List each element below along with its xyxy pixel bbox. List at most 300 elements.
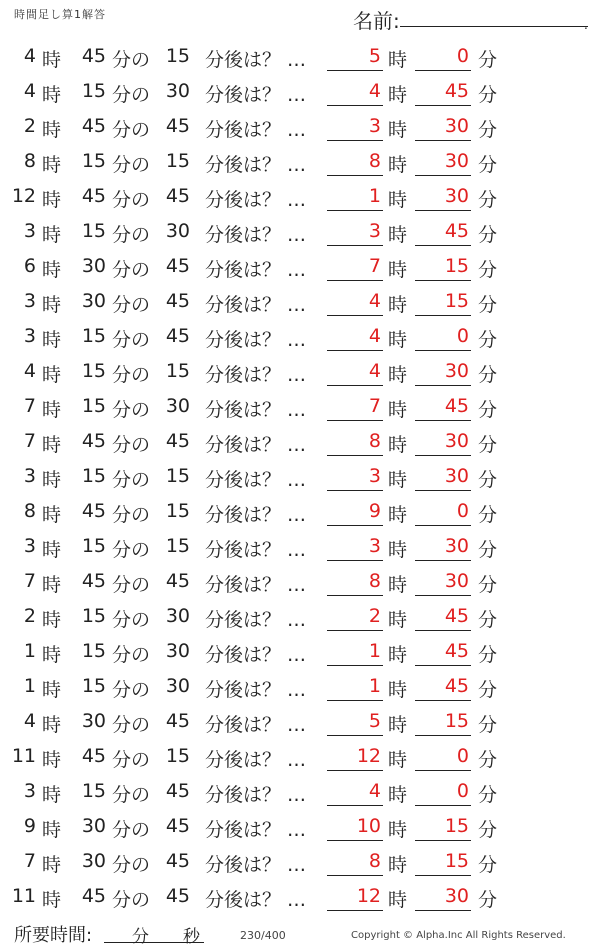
answer-hour-line xyxy=(327,840,383,841)
problem-row xyxy=(0,880,600,915)
question-tail: 分後は？ … xyxy=(205,574,307,596)
answer-hour[interactable]: 1 xyxy=(368,675,381,697)
hour-unit: 時 xyxy=(42,819,62,841)
start-hour: 9 xyxy=(23,815,36,837)
answer-hour-line xyxy=(327,280,383,281)
question-tail: 分後は？ … xyxy=(205,644,307,666)
added-minutes: 15 xyxy=(165,535,190,557)
start-minute: 45 xyxy=(81,500,106,522)
hour-unit: 時 xyxy=(42,119,62,141)
hour-unit: 時 xyxy=(388,49,408,71)
hour-unit: 時 xyxy=(388,749,408,771)
hour-unit: 時 xyxy=(42,854,62,876)
answer-hour-line xyxy=(327,770,383,771)
start-hour: 3 xyxy=(23,325,36,347)
answer-hour-line xyxy=(327,210,383,211)
hour-unit: 時 xyxy=(42,609,62,631)
problem-row xyxy=(0,75,600,110)
added-minutes: 30 xyxy=(165,80,190,102)
question-tail: 分後は？ … xyxy=(205,854,307,876)
problem-list xyxy=(0,40,600,915)
start-minute: 15 xyxy=(81,360,106,382)
minute-unit: 分 xyxy=(478,609,498,631)
start-minute: 45 xyxy=(81,45,106,67)
hour-unit: 時 xyxy=(42,49,62,71)
start-hour: 7 xyxy=(23,570,36,592)
hour-unit: 時 xyxy=(388,119,408,141)
added-minutes: 15 xyxy=(165,500,190,522)
answer-hour-line xyxy=(327,140,383,141)
start-hour: 6 xyxy=(23,255,36,277)
added-minutes: 15 xyxy=(165,360,190,382)
start-hour: 1 xyxy=(23,675,36,697)
hour-unit: 時 xyxy=(42,84,62,106)
problem-row xyxy=(0,110,600,145)
answer-minute-line xyxy=(415,910,471,911)
start-hour: 7 xyxy=(23,850,36,872)
answer-hour[interactable]: 10 xyxy=(356,815,381,837)
answer-minute-line xyxy=(415,420,471,421)
minute-of-unit: 分の xyxy=(112,119,151,141)
answer-hour[interactable]: 1 xyxy=(368,185,381,207)
start-hour: 4 xyxy=(23,80,36,102)
added-minutes: 45 xyxy=(165,325,190,347)
answer-hour-line xyxy=(327,700,383,701)
start-hour: 2 xyxy=(23,115,36,137)
answer-minute-line xyxy=(415,245,471,246)
answer-minute[interactable]: 45 xyxy=(444,675,469,697)
answer-minute-line xyxy=(415,735,471,736)
start-hour: 1 xyxy=(23,640,36,662)
answer-minute[interactable]: 15 xyxy=(444,290,469,312)
start-minute: 15 xyxy=(81,605,106,627)
answer-hour[interactable]: 7 xyxy=(368,395,381,417)
minute-unit: 分 xyxy=(478,714,498,736)
minute-of-unit: 分の xyxy=(112,504,151,526)
question-tail: 分後は？ … xyxy=(205,504,307,526)
added-minutes: 45 xyxy=(165,290,190,312)
answer-hour[interactable]: 7 xyxy=(368,255,381,277)
start-hour: 7 xyxy=(23,430,36,452)
start-minute: 15 xyxy=(81,640,106,662)
question-tail: 分後は？ … xyxy=(205,819,307,841)
minute-of-unit: 分の xyxy=(112,819,151,841)
minute-unit: 分 xyxy=(478,889,498,911)
answer-minute[interactable]: 45 xyxy=(444,640,469,662)
hour-unit: 時 xyxy=(42,714,62,736)
added-minutes: 45 xyxy=(165,850,190,872)
answer-minute[interactable]: 30 xyxy=(444,430,469,452)
answer-minute[interactable]: 0 xyxy=(456,45,469,67)
start-minute: 45 xyxy=(81,430,106,452)
answer-hour[interactable]: 4 xyxy=(368,780,381,802)
minute-unit: 分 xyxy=(478,259,498,281)
answer-minute[interactable]: 45 xyxy=(444,220,469,242)
minute-unit: 分 xyxy=(478,84,498,106)
hour-unit: 時 xyxy=(388,889,408,911)
added-minutes: 30 xyxy=(165,395,190,417)
minute-of-unit: 分の xyxy=(112,749,151,771)
minute-of-unit: 分の xyxy=(112,294,151,316)
name-field-line[interactable] xyxy=(400,26,588,27)
answer-hour-line xyxy=(327,385,383,386)
question-tail: 分後は？ … xyxy=(205,49,307,71)
answer-hour[interactable]: 8 xyxy=(368,430,381,452)
hour-unit: 時 xyxy=(388,644,408,666)
answer-hour-line xyxy=(327,175,383,176)
answer-hour[interactable]: 8 xyxy=(368,150,381,172)
hour-unit: 時 xyxy=(388,469,408,491)
minute-of-unit: 分の xyxy=(112,854,151,876)
start-minute: 15 xyxy=(81,395,106,417)
start-minute: 30 xyxy=(81,815,106,837)
answer-minute[interactable]: 0 xyxy=(456,780,469,802)
question-tail: 分後は？ … xyxy=(205,889,307,911)
start-hour: 4 xyxy=(23,710,36,732)
question-tail: 分後は？ … xyxy=(205,224,307,246)
minute-of-unit: 分の xyxy=(112,399,151,421)
added-minutes: 15 xyxy=(165,45,190,67)
added-minutes: 15 xyxy=(165,150,190,172)
answer-minute-line xyxy=(415,280,471,281)
minute-of-unit: 分の xyxy=(112,49,151,71)
answer-minute-line xyxy=(415,700,471,701)
answer-minute-line xyxy=(415,490,471,491)
question-tail: 分後は？ … xyxy=(205,714,307,736)
minute-of-unit: 分の xyxy=(112,329,151,351)
minute-of-unit: 分の xyxy=(112,434,151,456)
minute-of-unit: 分の xyxy=(112,574,151,596)
answer-hour-line xyxy=(327,630,383,631)
question-tail: 分後は？ … xyxy=(205,84,307,106)
hour-unit: 時 xyxy=(42,644,62,666)
added-minutes: 15 xyxy=(165,745,190,767)
time-minutes-label: 分 xyxy=(132,927,149,947)
answer-hour[interactable]: 4 xyxy=(368,360,381,382)
start-hour: 8 xyxy=(23,500,36,522)
minute-unit: 分 xyxy=(478,574,498,596)
answer-minute[interactable]: 15 xyxy=(444,815,469,837)
minute-unit: 分 xyxy=(478,749,498,771)
minute-of-unit: 分の xyxy=(112,259,151,281)
start-minute: 30 xyxy=(81,290,106,312)
answer-minute-line xyxy=(415,840,471,841)
minute-of-unit: 分の xyxy=(112,679,151,701)
answer-minute-line xyxy=(415,665,471,666)
minute-unit: 分 xyxy=(478,679,498,701)
hour-unit: 時 xyxy=(42,329,62,351)
answer-hour[interactable]: 4 xyxy=(368,325,381,347)
question-tail: 分後は？ … xyxy=(205,154,307,176)
minute-of-unit: 分の xyxy=(112,469,151,491)
minute-of-unit: 分の xyxy=(112,889,151,911)
added-minutes: 45 xyxy=(165,885,190,907)
problem-row xyxy=(0,460,600,495)
problem-row xyxy=(0,600,600,635)
minute-of-unit: 分の xyxy=(112,714,151,736)
problem-row xyxy=(0,530,600,565)
answer-hour-line xyxy=(327,245,383,246)
answer-hour-line xyxy=(327,70,383,71)
start-minute: 45 xyxy=(81,115,106,137)
worksheet-title: 時間足し算1解答 xyxy=(14,8,106,21)
answer-hour[interactable]: 8 xyxy=(368,850,381,872)
minute-unit: 分 xyxy=(478,399,498,421)
hour-unit: 時 xyxy=(388,574,408,596)
problem-row xyxy=(0,355,600,390)
problem-row xyxy=(0,810,600,845)
answer-minute-line xyxy=(415,560,471,561)
answer-hour-line xyxy=(327,875,383,876)
hour-unit: 時 xyxy=(388,714,408,736)
time-seconds-label: 秒 xyxy=(183,927,200,947)
start-minute: 15 xyxy=(81,780,106,802)
answer-minute[interactable]: 30 xyxy=(444,535,469,557)
hour-unit: 時 xyxy=(42,399,62,421)
problem-row xyxy=(0,845,600,880)
answer-hour-line xyxy=(327,595,383,596)
start-minute: 15 xyxy=(81,220,106,242)
answer-hour-line xyxy=(327,105,383,106)
answer-minute[interactable]: 30 xyxy=(444,570,469,592)
answer-minute[interactable]: 15 xyxy=(444,255,469,277)
hour-unit: 時 xyxy=(42,749,62,771)
hour-unit: 時 xyxy=(388,679,408,701)
answer-minute[interactable]: 15 xyxy=(444,850,469,872)
hour-unit: 時 xyxy=(388,609,408,631)
answer-minute-line xyxy=(415,210,471,211)
hour-unit: 時 xyxy=(42,574,62,596)
answer-hour[interactable]: 12 xyxy=(356,745,381,767)
minute-of-unit: 分の xyxy=(112,154,151,176)
start-hour: 4 xyxy=(23,360,36,382)
minute-unit: 分 xyxy=(478,539,498,561)
answer-minute[interactable]: 30 xyxy=(444,465,469,487)
question-tail: 分後は？ … xyxy=(205,259,307,281)
answer-hour-line xyxy=(327,420,383,421)
minute-unit: 分 xyxy=(478,49,498,71)
name-label: 名前: xyxy=(353,9,400,33)
answer-minute[interactable]: 30 xyxy=(444,115,469,137)
minute-unit: 分 xyxy=(478,504,498,526)
hour-unit: 時 xyxy=(388,539,408,561)
question-tail: 分後は？ … xyxy=(205,119,307,141)
answer-minute-line xyxy=(415,455,471,456)
question-tail: 分後は？ … xyxy=(205,189,307,211)
answer-hour-line xyxy=(327,735,383,736)
start-minute: 30 xyxy=(81,850,106,872)
hour-unit: 時 xyxy=(42,469,62,491)
answer-minute-line xyxy=(415,595,471,596)
problem-row xyxy=(0,425,600,460)
start-hour: 4 xyxy=(23,45,36,67)
answer-hour[interactable]: 4 xyxy=(368,290,381,312)
minute-unit: 分 xyxy=(478,224,498,246)
added-minutes: 30 xyxy=(165,640,190,662)
start-hour: 8 xyxy=(23,150,36,172)
answer-hour[interactable]: 3 xyxy=(368,220,381,242)
answer-hour-line xyxy=(327,455,383,456)
hour-unit: 時 xyxy=(42,294,62,316)
hour-unit: 時 xyxy=(388,504,408,526)
minute-unit: 分 xyxy=(478,469,498,491)
minute-unit: 分 xyxy=(478,329,498,351)
problem-row xyxy=(0,215,600,250)
answer-hour[interactable]: 9 xyxy=(368,500,381,522)
start-minute: 15 xyxy=(81,535,106,557)
answer-minute[interactable]: 45 xyxy=(444,80,469,102)
answer-minute[interactable]: 30 xyxy=(444,185,469,207)
problem-row xyxy=(0,180,600,215)
start-minute: 45 xyxy=(81,885,106,907)
hour-unit: 時 xyxy=(388,189,408,211)
start-hour: 7 xyxy=(23,395,36,417)
name-dot: . xyxy=(584,18,588,32)
answer-minute-line xyxy=(415,175,471,176)
hour-unit: 時 xyxy=(388,434,408,456)
start-minute: 45 xyxy=(81,185,106,207)
answer-minute[interactable]: 30 xyxy=(444,150,469,172)
answer-hour[interactable]: 3 xyxy=(368,115,381,137)
answer-minute-line xyxy=(415,350,471,351)
answer-minute[interactable]: 0 xyxy=(456,325,469,347)
added-minutes: 45 xyxy=(165,430,190,452)
time-required-label: 所要時間: xyxy=(14,925,93,946)
answer-hour-line xyxy=(327,910,383,911)
hour-unit: 時 xyxy=(388,259,408,281)
answer-hour-line xyxy=(327,350,383,351)
answer-minute-line xyxy=(415,630,471,631)
question-tail: 分後は？ … xyxy=(205,469,307,491)
copyright: Copyright © Alpha.Inc All Rights Reserved. xyxy=(351,930,566,941)
answer-minute-line xyxy=(415,770,471,771)
hour-unit: 時 xyxy=(388,364,408,386)
answer-minute[interactable]: 0 xyxy=(456,745,469,767)
answer-minute[interactable]: 30 xyxy=(444,360,469,382)
hour-unit: 時 xyxy=(42,434,62,456)
problem-row xyxy=(0,390,600,425)
minute-unit: 分 xyxy=(478,819,498,841)
minute-unit: 分 xyxy=(478,154,498,176)
question-tail: 分後は？ … xyxy=(205,609,307,631)
answer-hour[interactable]: 5 xyxy=(368,45,381,67)
answer-hour[interactable]: 3 xyxy=(368,535,381,557)
hour-unit: 時 xyxy=(388,854,408,876)
hour-unit: 時 xyxy=(388,84,408,106)
answer-hour[interactable]: 5 xyxy=(368,710,381,732)
minute-unit: 分 xyxy=(478,294,498,316)
answer-minute-line xyxy=(415,315,471,316)
added-minutes: 45 xyxy=(165,710,190,732)
start-minute: 45 xyxy=(81,570,106,592)
problem-row xyxy=(0,565,600,600)
added-minutes: 30 xyxy=(165,605,190,627)
start-minute: 30 xyxy=(81,710,106,732)
answer-minute-line xyxy=(415,805,471,806)
hour-unit: 時 xyxy=(42,224,62,246)
start-hour: 3 xyxy=(23,535,36,557)
added-minutes: 45 xyxy=(165,815,190,837)
hour-unit: 時 xyxy=(388,224,408,246)
hour-unit: 時 xyxy=(42,679,62,701)
hour-unit: 時 xyxy=(42,364,62,386)
answer-hour[interactable]: 12 xyxy=(356,885,381,907)
start-minute: 15 xyxy=(81,325,106,347)
start-hour: 3 xyxy=(23,465,36,487)
question-tail: 分後は？ … xyxy=(205,294,307,316)
minute-unit: 分 xyxy=(478,189,498,211)
question-tail: 分後は？ … xyxy=(205,679,307,701)
answer-minute[interactable]: 15 xyxy=(444,710,469,732)
answer-hour[interactable]: 3 xyxy=(368,465,381,487)
problem-row xyxy=(0,320,600,355)
added-minutes: 45 xyxy=(165,780,190,802)
added-minutes: 45 xyxy=(165,570,190,592)
start-minute: 15 xyxy=(81,80,106,102)
hour-unit: 時 xyxy=(42,539,62,561)
start-hour: 3 xyxy=(23,780,36,802)
minute-unit: 分 xyxy=(478,119,498,141)
answer-hour[interactable]: 4 xyxy=(368,80,381,102)
answer-hour-line xyxy=(327,525,383,526)
question-tail: 分後は？ … xyxy=(205,784,307,806)
hour-unit: 時 xyxy=(42,504,62,526)
problem-row xyxy=(0,285,600,320)
minute-of-unit: 分の xyxy=(112,84,151,106)
answer-hour[interactable]: 2 xyxy=(368,605,381,627)
added-minutes: 30 xyxy=(165,675,190,697)
hour-unit: 時 xyxy=(388,819,408,841)
minute-unit: 分 xyxy=(478,364,498,386)
problem-row xyxy=(0,495,600,530)
answer-minute[interactable]: 0 xyxy=(456,500,469,522)
start-hour: 3 xyxy=(23,290,36,312)
minute-of-unit: 分の xyxy=(112,539,151,561)
answer-minute[interactable]: 45 xyxy=(444,395,469,417)
start-hour: 11 xyxy=(11,745,36,767)
question-tail: 分後は？ … xyxy=(205,434,307,456)
answer-hour[interactable]: 1 xyxy=(368,640,381,662)
start-minute: 45 xyxy=(81,745,106,767)
answer-hour-line xyxy=(327,805,383,806)
answer-hour-line xyxy=(327,315,383,316)
start-minute: 15 xyxy=(81,675,106,697)
minute-of-unit: 分の xyxy=(112,609,151,631)
start-minute: 15 xyxy=(81,465,106,487)
minute-of-unit: 分の xyxy=(112,224,151,246)
problem-row xyxy=(0,775,600,810)
problem-row xyxy=(0,705,600,740)
answer-hour[interactable]: 8 xyxy=(368,570,381,592)
start-hour: 3 xyxy=(23,220,36,242)
answer-minute-line xyxy=(415,140,471,141)
hour-unit: 時 xyxy=(42,259,62,281)
answer-minute[interactable]: 45 xyxy=(444,605,469,627)
question-tail: 分後は？ … xyxy=(205,539,307,561)
start-minute: 15 xyxy=(81,150,106,172)
minute-of-unit: 分の xyxy=(112,189,151,211)
question-tail: 分後は？ … xyxy=(205,364,307,386)
minute-of-unit: 分の xyxy=(112,644,151,666)
problem-row xyxy=(0,145,600,180)
answer-minute[interactable]: 30 xyxy=(444,885,469,907)
question-tail: 分後は？ … xyxy=(205,329,307,351)
answer-minute-line xyxy=(415,385,471,386)
answer-minute-line xyxy=(415,875,471,876)
hour-unit: 時 xyxy=(388,329,408,351)
start-hour: 2 xyxy=(23,605,36,627)
hour-unit: 時 xyxy=(42,189,62,211)
